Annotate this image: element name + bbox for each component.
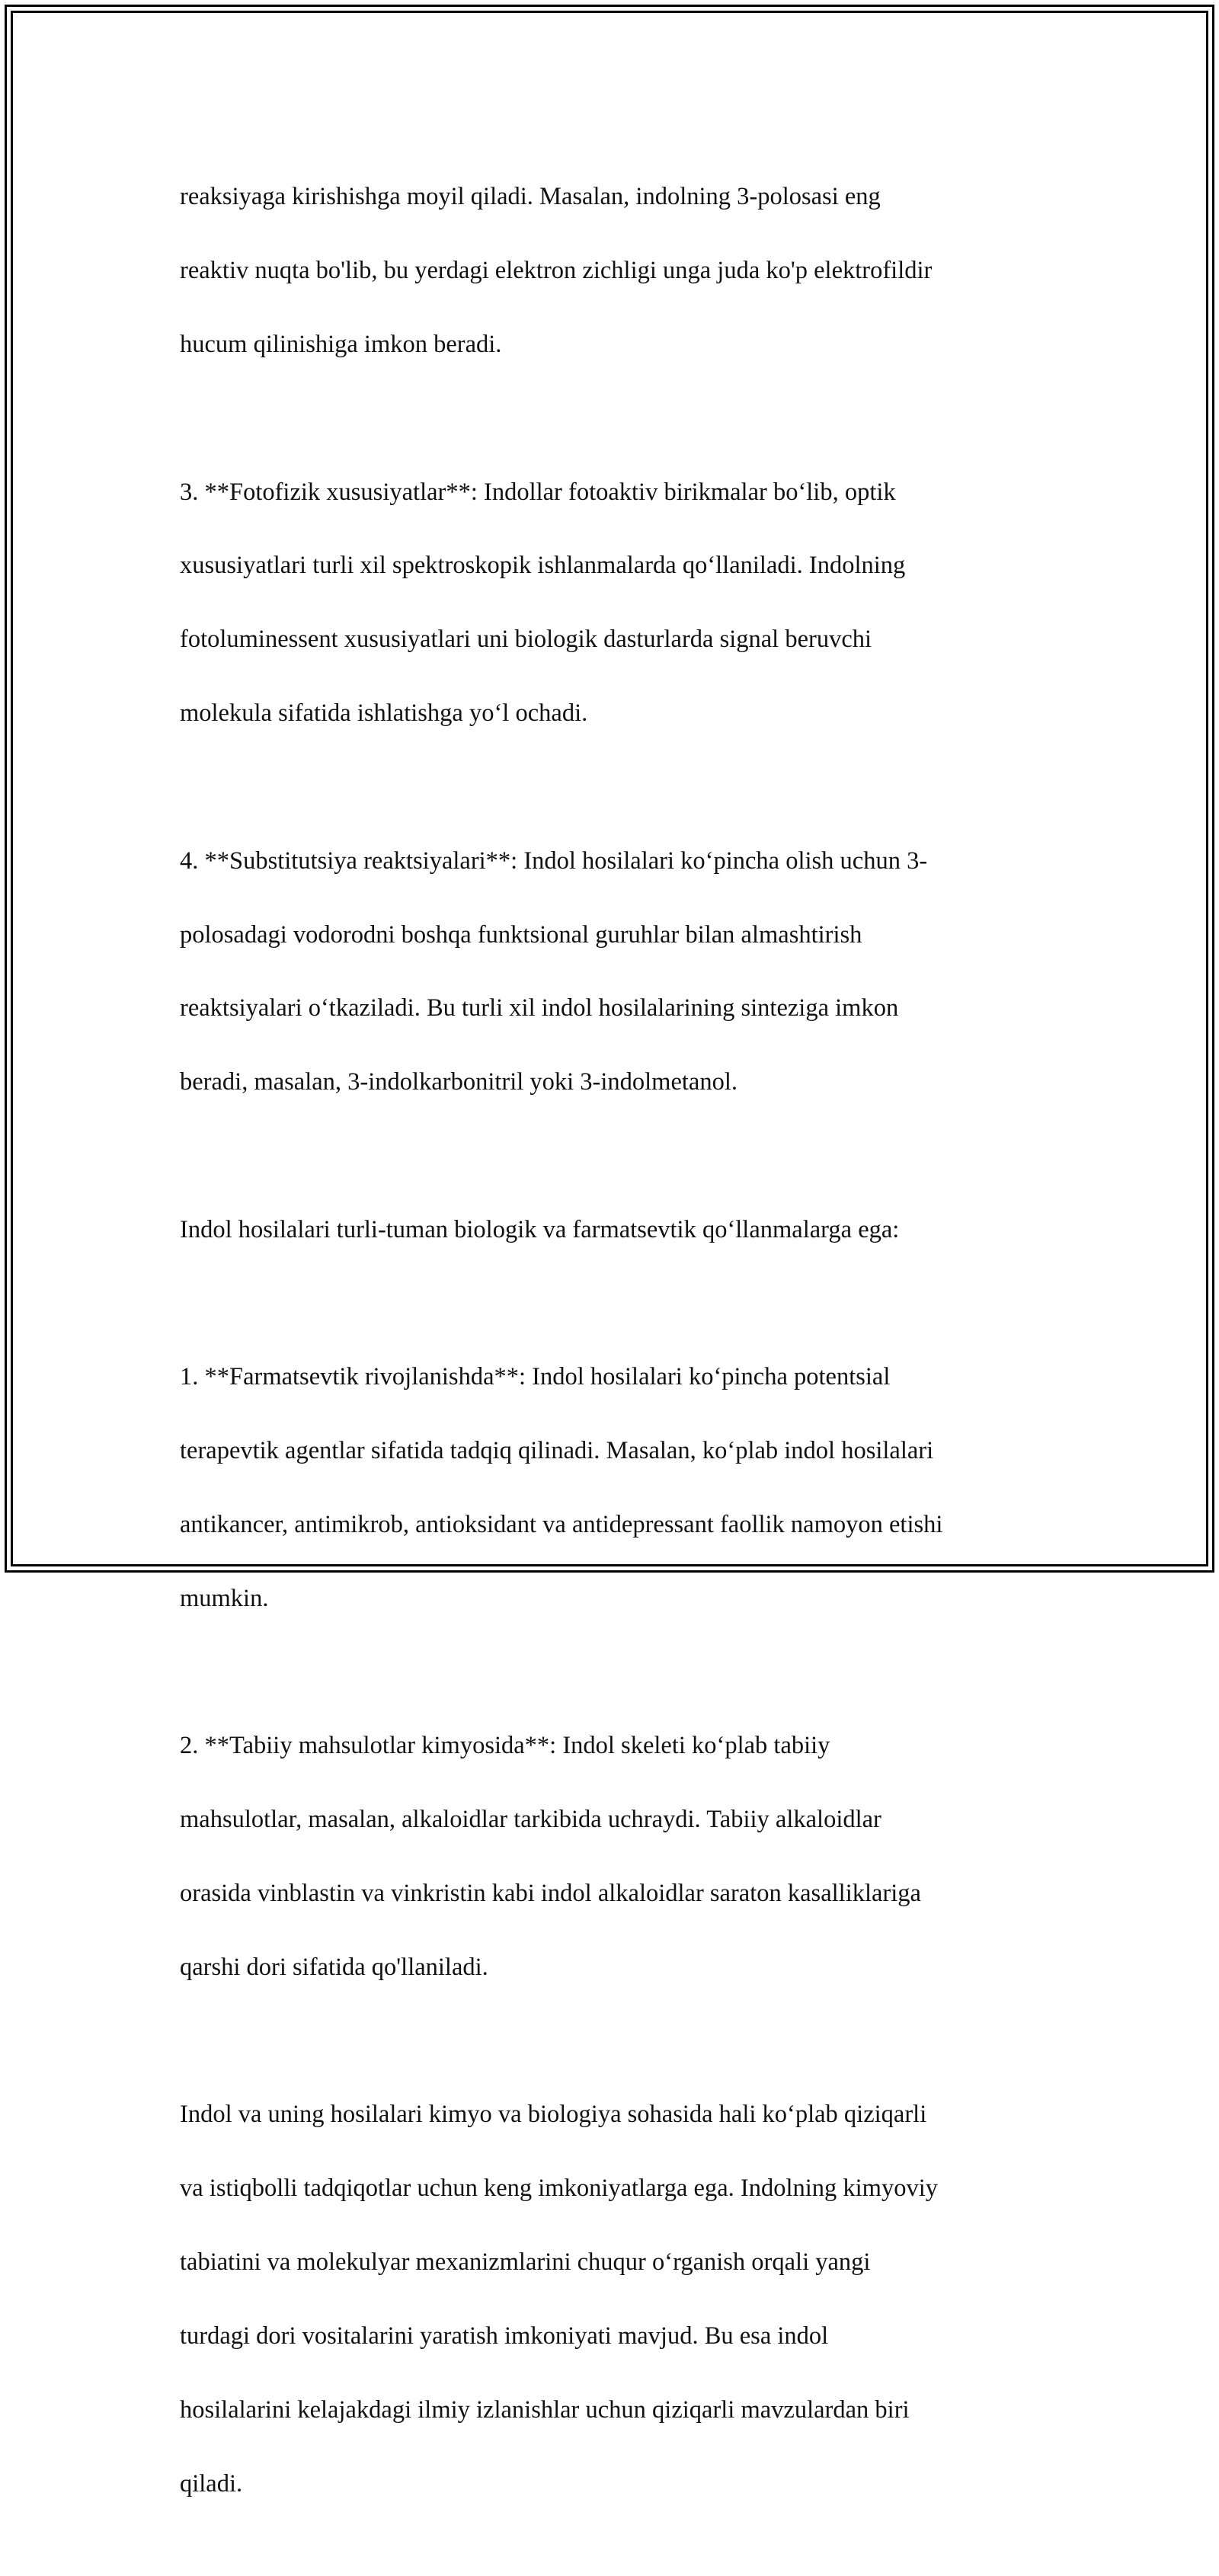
paragraph-pharmaceutical xyxy=(180,1322,1064,1654)
text-line: mumkin. xyxy=(180,1584,269,1612)
text-line: 1. **Farmatsevtik rivojlanishda**: Indol hosilalari ko‘pincha potentsial xyxy=(180,1363,891,1391)
text-line: turdagi dori vositalarini yaratish imkoniyati mavjud. Bu esa indol xyxy=(180,2322,829,2350)
paragraph-photophysical xyxy=(180,437,1064,769)
text-line: va istiqbolli tadqiqotlar uchun keng imkoniyatlarga ega. Indolning kimyoviy xyxy=(180,2174,938,2203)
text-line: molekula sifatida ishlatishga yo‘l ochadi. xyxy=(180,699,588,728)
text-line: antikancer, antimikrob, antioksidant va antidepressant faollik namoyon etishi xyxy=(180,1510,943,1538)
document-body xyxy=(180,142,1064,2576)
text-line: tabiatini va molekulyar mexanizmlarini chuqur o‘rganish orqali yangi xyxy=(180,2248,871,2277)
text-line: 4. **Substitutsiya reaktsiyalari**: Indol hosilalari ko‘pincha olish uchun 3- xyxy=(180,846,928,875)
text-line: 3. **Fotofizik xususiyatlar**: Indollar fotoaktiv birikmalar bo‘lib, optik xyxy=(180,478,896,506)
text-line: fotoluminessent xususiyatlari uni biologik dasturlarda signal beruvchi xyxy=(180,626,872,654)
paragraph-conclusion xyxy=(180,2059,1064,2539)
text-line: Indol hosilalari turli-tuman biologik va farmatsevtik qo‘llanmalarga ega: xyxy=(180,1215,900,1243)
text-line: qiladi. xyxy=(180,2469,243,2498)
text-line: polosadagi vodorodni boshqa funktsional guruhlar bilan almashtirish xyxy=(180,920,862,949)
text-line: hucum qilinishiga imkon beradi. xyxy=(180,331,502,359)
paragraph-natural-products xyxy=(180,1691,1064,2023)
text-line: orasida vinblastin va vinkristin kabi indol alkaloidlar saraton kasalliklariga xyxy=(180,1880,921,1908)
text-line: reaktiv nuqta bo'lib, bu yerdagi elektron zichligi unga juda ko'p elektrofildir xyxy=(180,257,933,285)
paragraph-reactivity xyxy=(180,142,1064,400)
text-line: 2. **Tabiiy mahsulotlar kimyosida**: Indol skeleti ko‘plab tabiiy xyxy=(180,1732,830,1760)
text-line: xususiyatlari turli xil spektroskopik ishlanmalarda qo‘llaniladi. Indolning xyxy=(180,552,906,580)
text-line: qarshi dori sifatida qo'llaniladi. xyxy=(180,1953,488,1981)
text-line: beradi, masalan, 3-indolkarbonitril yoki 3-indolmetanol. xyxy=(180,1068,737,1096)
text-line: terapevtik agentlar sifatida tadqiq qilinadi. Masalan, ko‘plab indol hosilalari xyxy=(180,1437,934,1465)
text-line: mahsulotlar, masalan, alkaloidlar tarkibida uchraydi. Tabiiy alkaloidlar xyxy=(180,1806,881,1834)
text-line: reaksiyaga kirishishga moyil qiladi. Masalan, indolning 3-polosasi eng xyxy=(180,183,881,211)
text-line: Indol va uning hosilalari kimyo va biologiya sohasida hali ko‘plab qiziqarli xyxy=(180,2101,927,2129)
paragraph-applications-intro xyxy=(180,1174,1064,1285)
text-line: hosilalarini kelajakdagi ilmiy izlanishlar uchun qiziqarli mavzulardan biri xyxy=(180,2395,910,2424)
paragraph-substitution xyxy=(180,805,1064,1138)
text-line: reaktsiyalari o‘tkaziladi. Bu turli xil indol hosilalarining sinteziga imkon xyxy=(180,994,899,1022)
